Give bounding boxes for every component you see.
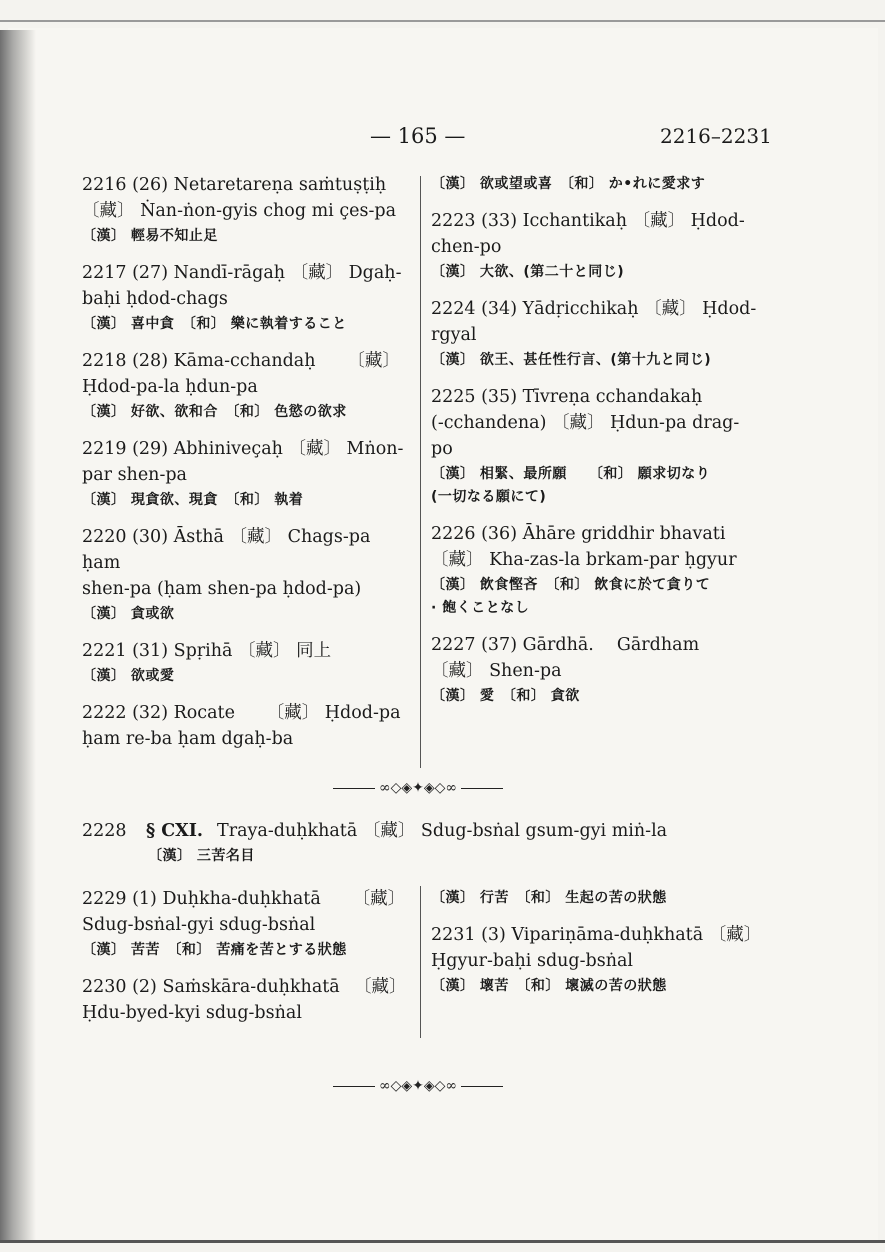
dictionary-entry [431,521,766,619]
dictionary-entry [82,524,414,625]
entry-line: chen-po [431,237,502,257]
entry-cjk-gloss: 〔漢〕 相緊、最所願 〔和〕 願求切なり [431,466,711,482]
dictionary-entry [82,172,414,247]
dictionary-entry [82,638,414,687]
section-heading-line [82,818,782,844]
page-number: — 165 — [370,124,466,148]
entry-cjk-gloss: 〔漢〕 現貪欲、現貪 〔和〕 執着 [82,492,304,508]
entry-line: 2227 (37) Gārdhā. Gārdham [431,635,700,655]
left-column [82,172,414,765]
entry-line: 2230 (2) Saṁskāra-duḥkhatā 〔藏〕 [82,977,407,997]
section-mark: § CXI. [146,821,204,841]
entry-cjk-gloss: 〔漢〕 貪或欲 [82,606,175,622]
entry-cjk-gloss: 〔漢〕 苦苦 〔和〕 苦痛を苦とする狀態 [82,942,347,958]
right-column-2 [431,886,766,1010]
entry-line: 2226 (36) Āhāre griddhir bhavati [431,524,726,544]
entry-line: (-cchandena) 〔藏〕 Ḥdun-pa drag- [431,413,740,433]
entry-cjk-gloss: 〔漢〕 行苦 〔和〕 生起の苦の狀態 [431,890,667,906]
right-column [431,172,766,720]
dictionary-entry [82,260,414,335]
dictionary-entry [431,173,766,195]
section-title: Traya-duḥkhatā 〔藏〕 Sdug-bsṅal gsum-gyi miṅ-la [217,821,668,841]
entry-line: shen-pa (ḥam shen-pa ḥdod-pa) [82,579,362,599]
entry-line: Ḥgyur-baḥi sdug-bsṅal [431,951,634,971]
entry-line: par shen-pa [82,465,187,485]
entry-cjk-gloss: 〔漢〕 欲或愛 [82,668,175,684]
entry-line: 2218 (28) Kāma-cchandaḥ 〔藏〕 [82,351,400,371]
section-header [82,818,782,867]
entry-line: 2216 (26) Netaretareṇa saṁtuṣṭiḥ [82,175,387,195]
entry-line: 2224 (34) Yādṛicchikaḥ 〔藏〕 Ḥdod- [431,299,757,319]
dictionary-entry [431,208,766,283]
section-number: 2228 [82,821,127,841]
entry-line: 2219 (29) Abhiniveçaḥ 〔藏〕 Mṅon- [82,439,404,459]
entry-line: 2229 (1) Duḥkha-duḥkhatā 〔藏〕 [82,889,406,909]
dictionary-entry [431,887,766,909]
dictionary-entry [431,922,766,997]
entry-cjk-gloss: 〔漢〕 輕易不知止足 [82,228,218,244]
binding-shadow [0,30,36,1240]
entry-cjk-gloss: · 飽くことなし [431,600,530,616]
dictionary-entry [431,384,766,508]
entry-line: rgyal [431,325,477,345]
dictionary-entry [82,436,414,511]
ornament-divider-bottom: ∞◇◈✦◈◇∞ [328,1078,508,1094]
entry-line: 2221 (31) Spṛihā 〔藏〕 同上 [82,641,332,661]
entry-cjk-gloss: 〔漢〕 飲食慳吝 〔和〕 飲食に於て貪りて [431,577,711,593]
left-column-2 [82,886,414,1039]
entry-line: Ḥdu-byed-kyi sdug-bsṅal [82,1003,302,1023]
column-divider [420,176,421,768]
ornament-divider: ∞◇◈✦◈◇∞ [328,780,508,796]
dictionary-entry [82,348,414,423]
entry-range: 2216–2231 [660,124,772,148]
entry-line: 〔藏〕 Shen-pa [431,661,562,681]
entry-cjk-gloss: (一切なる願にて) [431,489,547,505]
entry-line: 2223 (33) Icchantikaḥ 〔藏〕 Ḥdod- [431,211,745,231]
column-divider-2 [420,886,421,1038]
entry-cjk-gloss: 〔漢〕 壞苦 〔和〕 壞滅の苦の狀態 [431,978,667,994]
entry-line: 2217 (27) Nandī-rāgaḥ 〔藏〕 Dgaḥ- [82,263,402,283]
entry-cjk-gloss: 〔漢〕 欲王、甚任性行言、(第十九と同じ) [431,352,712,368]
entry-line: 〔藏〕 Ṅan-ṅon-gyis chog mi çes-pa [82,201,397,221]
section-cjk: 〔漢〕 三苦名目 [148,848,255,864]
dictionary-entry [431,296,766,371]
entry-cjk-gloss: 〔漢〕 欲或望或喜 〔和〕 か•れに愛求す [431,176,706,192]
entry-line: 2225 (35) Tīvreṇa cchandakaḥ [431,387,703,407]
entry-line: 2220 (30) Āsthā 〔藏〕 Chags-pa ḥam [82,527,371,573]
entry-line: baḥi ḥdod-chags [82,289,228,309]
dictionary-entry [82,700,414,752]
entry-line: 2231 (3) Vipariṇāma-duḥkhatā 〔藏〕 [431,925,762,945]
dictionary-entry [82,974,414,1026]
entry-cjk-gloss: 〔漢〕 大欲、(第二十と同じ) [431,264,625,280]
entry-line: 2222 (32) Rocate 〔藏〕 Ḥdod-pa [82,703,401,723]
entry-cjk-gloss: 〔漢〕 好欲、欲和合 〔和〕 色慾の欲求 [82,404,347,420]
entry-line: Ḥdod-pa-la ḥdun-pa [82,377,258,397]
entry-cjk-gloss: 〔漢〕 愛 〔和〕 貪欲 [431,688,580,704]
entry-line: 〔藏〕 Kha-zas-la brkam-par ḥgyur [431,550,737,570]
dictionary-entry [82,886,414,961]
entry-cjk-gloss: 〔漢〕 喜中貪 〔和〕 樂に執着すること [82,316,347,332]
top-border [0,20,885,22]
entry-line: ḥam re-ba ḥam dgaḥ-ba [82,729,294,749]
entry-line: po [431,439,453,459]
dictionary-entry [431,632,766,707]
entry-line: Sdug-bsṅal-gyi sdug-bsṅal [82,915,316,935]
bottom-border [0,1240,885,1243]
